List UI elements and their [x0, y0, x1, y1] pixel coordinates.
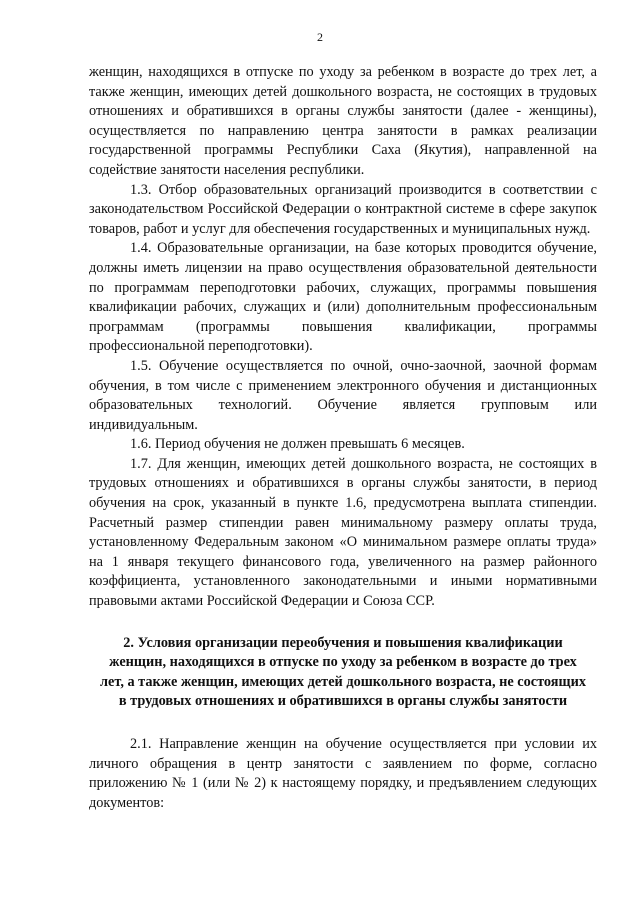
section-2-title: 2. Условия организации переобучения и повышения квалификации женщин, находящихся в отпуске по уходу за ребенком в возрасте до трех лет, а также женщин, имеющих детей дошкольного возраста, не состоящих в трудовых отношениях и обратившихся в органы службы занятости [100, 634, 586, 710]
paragraph-1-4: 1.4. Образовательные организации, на базе которых проводится обучение, должны иметь лицензии на право осуществления образовательной деятельности по программам переподготовки рабочих, служащих, программы повышения квалификации рабочих, служащих и (или) дополнительным профессиональным программам (программы повышения квалификации, программы профессиональной переподготовки). [89, 240, 597, 355]
paragraph-1-7: 1.7. Для женщин, имеющих детей дошкольного возраста, не состоящих в трудовых отношениях и обратившихся в органы службы занятости, в период обучения на срок, указанный в пункте 1.6, предусмотрена выплата стипендии. Расчетный размер стипендии равен минимальному размеру оплаты труда, установленному Федеральным законом «О минимальном размере оплаты труда» на 1 января текущего финансового года, увеличенного на размер районного коэффициента, установленного законодательными и иными нормативными правовыми актами Российской Федерации и Союза ССР. [89, 455, 597, 610]
paragraph-1-5: 1.5. Обучение осуществляется по очной, очно-заочной, заочной формам обучения, в том числе с применением электронного обучения и дистанционных образовательных технологий. Обучение является групповым или индивидуальным. [89, 357, 597, 433]
document-body [89, 63, 597, 813]
paragraph-2-1: 2.1. Направление женщин на обучение осуществляется при условии их личного обращения в центр занятости с заявлением по форме, согласно приложению № 1 (или № 2) к настоящему порядку, и предъявлением следующих документов: [89, 736, 597, 811]
paragraph-continuation: женщин, находящихся в отпуске по уходу за ребенком в возрасте до трех лет, а также женщин, имеющих детей дошкольного возраста, не состоящих в трудовых отношениях и обратившихся в органы службы занятости (далее - женщины), осуществляется по направлению центра занятости в рамках реализации государственной программы Республики Саха (Якутия), направленной на содействие занятости населения республики. [89, 64, 597, 178]
paragraph-1-6: 1.6. Период обучения не должен превышать 6 месяцев. [130, 436, 465, 453]
page-number: 2 [317, 30, 323, 44]
paragraph-1-3: 1.3. Отбор образовательных организаций производится в соответствии с законодательством Российской Федерации о контрактной системе в сфере закупок товаров, работ и услуг для обеспечения государственных и муниципальных нужд. [89, 181, 597, 237]
